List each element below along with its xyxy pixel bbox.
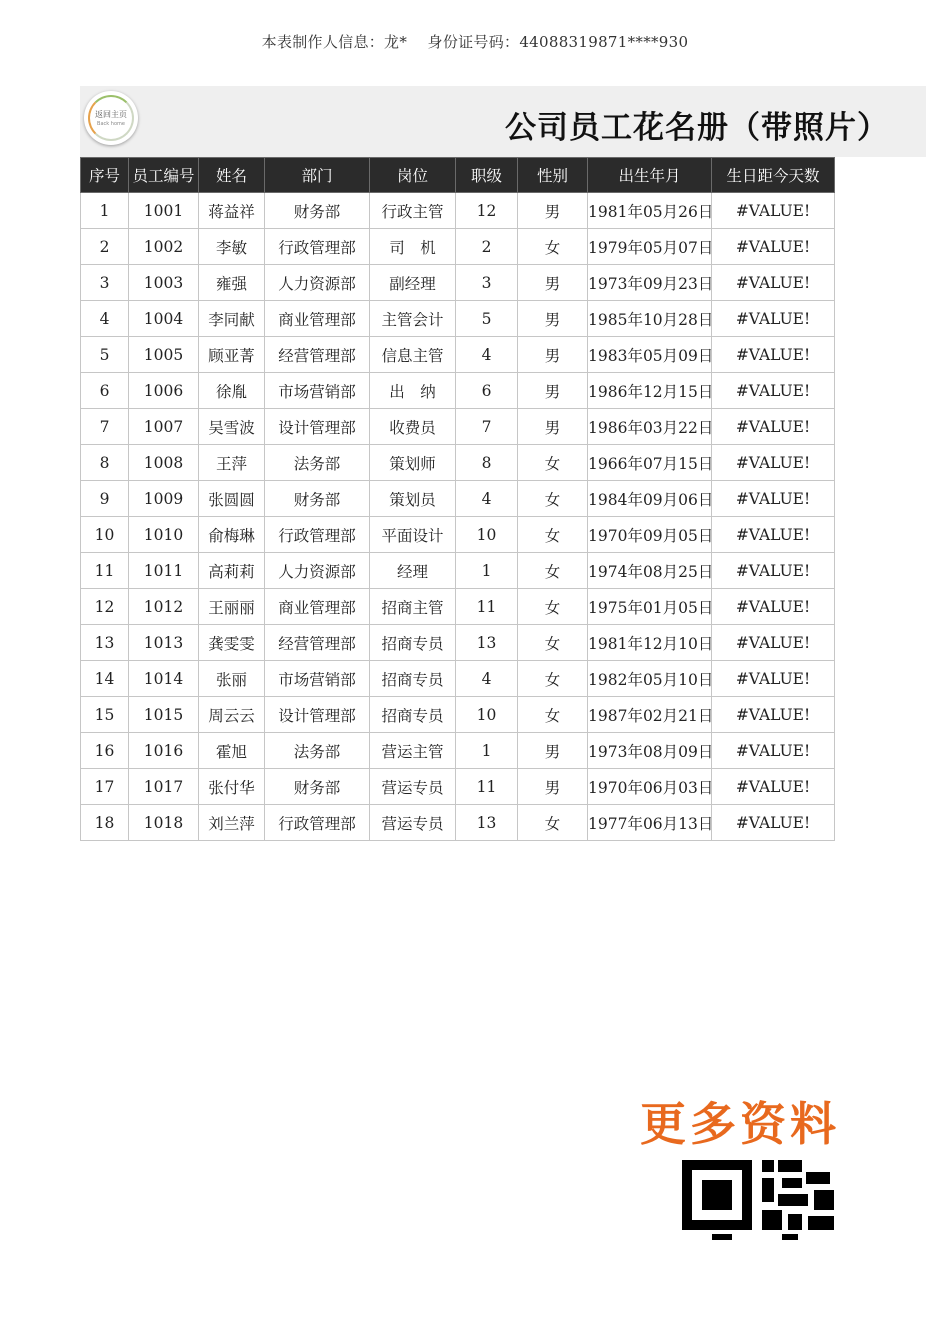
table-cell: 财务部 bbox=[265, 481, 370, 517]
table-cell: #VALUE! bbox=[712, 301, 835, 337]
table-row bbox=[81, 733, 835, 769]
table-cell: 13 bbox=[456, 625, 518, 661]
document-title: 公司员工花名册（带照片） bbox=[505, 110, 889, 146]
table-cell: 1008 bbox=[129, 445, 199, 481]
table-cell: 3 bbox=[81, 265, 129, 301]
table-cell: 1009 bbox=[129, 481, 199, 517]
table-cell: #VALUE! bbox=[712, 697, 835, 733]
table-cell: 男 bbox=[518, 409, 588, 445]
promo-text: 更多资料 bbox=[640, 1097, 840, 1151]
logo-label: 返回主页 bbox=[95, 110, 127, 119]
table-cell: 4 bbox=[456, 661, 518, 697]
table-cell: 1979年05月07日 bbox=[588, 229, 712, 265]
table-cell: 人力资源部 bbox=[265, 553, 370, 589]
table-row bbox=[81, 769, 835, 805]
table-cell: 设计管理部 bbox=[265, 697, 370, 733]
table-cell: 男 bbox=[518, 193, 588, 229]
table-cell: 司 机 bbox=[370, 229, 456, 265]
table-cell: 龚雯雯 bbox=[199, 625, 265, 661]
table-cell: 1 bbox=[81, 193, 129, 229]
header-cell: 部门 bbox=[265, 158, 370, 193]
table-cell: 蒋益祥 bbox=[199, 193, 265, 229]
table-cell: #VALUE! bbox=[712, 553, 835, 589]
table-cell: 招商专员 bbox=[370, 661, 456, 697]
table-cell: 副经理 bbox=[370, 265, 456, 301]
table-row bbox=[81, 265, 835, 301]
table-cell: 1016 bbox=[129, 733, 199, 769]
table-cell: 11 bbox=[456, 589, 518, 625]
table-cell: 1018 bbox=[129, 805, 199, 841]
table-cell: 女 bbox=[518, 589, 588, 625]
table-cell: #VALUE! bbox=[712, 661, 835, 697]
title-band bbox=[80, 86, 926, 157]
table-cell: 1970年09月05日 bbox=[588, 517, 712, 553]
table-cell: #VALUE! bbox=[712, 625, 835, 661]
creator-info: 本表制作人信息：龙* 身份证号码：44088319871****930 bbox=[261, 33, 689, 51]
table-cell: #VALUE! bbox=[712, 229, 835, 265]
table-cell: 女 bbox=[518, 553, 588, 589]
table-cell: 1003 bbox=[129, 265, 199, 301]
table-cell: 招商主管 bbox=[370, 589, 456, 625]
table-cell: 商业管理部 bbox=[265, 589, 370, 625]
table-cell: 10 bbox=[456, 697, 518, 733]
table-cell: 王丽丽 bbox=[199, 589, 265, 625]
table-row bbox=[81, 409, 835, 445]
table-cell: 1006 bbox=[129, 373, 199, 409]
table-cell: 策划师 bbox=[370, 445, 456, 481]
table-cell: 财务部 bbox=[265, 193, 370, 229]
table-cell: 6 bbox=[81, 373, 129, 409]
table-cell: 王萍 bbox=[199, 445, 265, 481]
table-cell: 2 bbox=[456, 229, 518, 265]
table-cell: 1013 bbox=[129, 625, 199, 661]
table-row bbox=[81, 589, 835, 625]
table-cell: 12 bbox=[456, 193, 518, 229]
table-cell: 收费员 bbox=[370, 409, 456, 445]
table-cell: 1981年12月10日 bbox=[588, 625, 712, 661]
table-cell: 男 bbox=[518, 373, 588, 409]
table-cell: 经理 bbox=[370, 553, 456, 589]
table-cell: 4 bbox=[456, 481, 518, 517]
table-cell: 1985年10月28日 bbox=[588, 301, 712, 337]
table-cell: 俞梅琳 bbox=[199, 517, 265, 553]
table-row bbox=[81, 193, 835, 229]
table-cell: 营运主管 bbox=[370, 733, 456, 769]
table-cell: 1012 bbox=[129, 589, 199, 625]
table-cell: 女 bbox=[518, 517, 588, 553]
table-cell: 男 bbox=[518, 769, 588, 805]
table-cell: 雍强 bbox=[199, 265, 265, 301]
table-cell: 1 bbox=[456, 733, 518, 769]
table-row bbox=[81, 625, 835, 661]
table-row bbox=[81, 517, 835, 553]
table-cell: 3 bbox=[456, 265, 518, 301]
table-row bbox=[81, 373, 835, 409]
table-cell: 市场营销部 bbox=[265, 373, 370, 409]
table-cell: 营运专员 bbox=[370, 769, 456, 805]
table-cell: 霍旭 bbox=[199, 733, 265, 769]
table-row bbox=[81, 301, 835, 337]
table-header-row bbox=[81, 158, 835, 193]
table-cell: 1015 bbox=[129, 697, 199, 733]
table-cell: 营运专员 bbox=[370, 805, 456, 841]
table-cell: 14 bbox=[81, 661, 129, 697]
table-cell: 商业管理部 bbox=[265, 301, 370, 337]
table-cell: 策划员 bbox=[370, 481, 456, 517]
table-cell: #VALUE! bbox=[712, 193, 835, 229]
table-cell: 女 bbox=[518, 661, 588, 697]
table-body bbox=[81, 193, 835, 841]
table-cell: #VALUE! bbox=[712, 805, 835, 841]
table-cell: 13 bbox=[456, 805, 518, 841]
table-cell: 1984年09月06日 bbox=[588, 481, 712, 517]
table-cell: 1975年01月05日 bbox=[588, 589, 712, 625]
header-cell: 生日距今天数 bbox=[712, 158, 835, 193]
table-cell: 人力资源部 bbox=[265, 265, 370, 301]
table-cell: 李敏 bbox=[199, 229, 265, 265]
logo-sublabel: Back home bbox=[97, 121, 125, 127]
table-cell: 4 bbox=[81, 301, 129, 337]
table-cell: 5 bbox=[81, 337, 129, 373]
header-cell: 姓名 bbox=[199, 158, 265, 193]
table-cell: 1005 bbox=[129, 337, 199, 373]
table-cell: 1974年08月25日 bbox=[588, 553, 712, 589]
table-cell: #VALUE! bbox=[712, 265, 835, 301]
table-cell: 行政管理部 bbox=[265, 805, 370, 841]
table-cell: 16 bbox=[81, 733, 129, 769]
table-cell: 顾亚菁 bbox=[199, 337, 265, 373]
table-cell: 张丽 bbox=[199, 661, 265, 697]
table-cell: 6 bbox=[456, 373, 518, 409]
header-cell: 岗位 bbox=[370, 158, 456, 193]
header-cell: 员工编号 bbox=[129, 158, 199, 193]
table-cell: 1981年05月26日 bbox=[588, 193, 712, 229]
table-cell: #VALUE! bbox=[712, 445, 835, 481]
table-cell: 7 bbox=[456, 409, 518, 445]
table-cell: 11 bbox=[81, 553, 129, 589]
table-cell: #VALUE! bbox=[712, 733, 835, 769]
table-cell: 1 bbox=[456, 553, 518, 589]
table-cell: 1973年08月09日 bbox=[588, 733, 712, 769]
table-cell: 11 bbox=[456, 769, 518, 805]
table-cell: 张付华 bbox=[199, 769, 265, 805]
table-cell: 李同献 bbox=[199, 301, 265, 337]
table-cell: #VALUE! bbox=[712, 517, 835, 553]
table-cell: 1002 bbox=[129, 229, 199, 265]
table-cell: 法务部 bbox=[265, 445, 370, 481]
table-cell: 10 bbox=[81, 517, 129, 553]
table-cell: 设计管理部 bbox=[265, 409, 370, 445]
table-cell: 行政管理部 bbox=[265, 229, 370, 265]
qr-code-icon[interactable] bbox=[682, 1160, 842, 1240]
table-cell: 1986年12月15日 bbox=[588, 373, 712, 409]
table-cell: 1011 bbox=[129, 553, 199, 589]
table-cell: 周云云 bbox=[199, 697, 265, 733]
table-cell: 1983年05月09日 bbox=[588, 337, 712, 373]
table-cell: 男 bbox=[518, 265, 588, 301]
table-cell: 12 bbox=[81, 589, 129, 625]
table-cell: 刘兰萍 bbox=[199, 805, 265, 841]
table-cell: 8 bbox=[81, 445, 129, 481]
table-cell: 8 bbox=[456, 445, 518, 481]
table-cell: #VALUE! bbox=[712, 337, 835, 373]
table-cell: 经营管理部 bbox=[265, 337, 370, 373]
table-cell: 1987年02月21日 bbox=[588, 697, 712, 733]
table-cell: 主管会计 bbox=[370, 301, 456, 337]
table-row bbox=[81, 229, 835, 265]
table-cell: 张圆圆 bbox=[199, 481, 265, 517]
table-cell: 1973年09月23日 bbox=[588, 265, 712, 301]
table-cell: 出 纳 bbox=[370, 373, 456, 409]
header-cell: 职级 bbox=[456, 158, 518, 193]
table-cell: 信息主管 bbox=[370, 337, 456, 373]
table-cell: #VALUE! bbox=[712, 769, 835, 805]
table-cell: 4 bbox=[456, 337, 518, 373]
table-cell: 5 bbox=[456, 301, 518, 337]
table-cell: 1982年05月10日 bbox=[588, 661, 712, 697]
table-cell: 男 bbox=[518, 337, 588, 373]
table-cell: #VALUE! bbox=[712, 409, 835, 445]
table-cell: 1014 bbox=[129, 661, 199, 697]
table-cell: 1001 bbox=[129, 193, 199, 229]
table-row bbox=[81, 661, 835, 697]
table-row bbox=[81, 337, 835, 373]
table-row bbox=[81, 481, 835, 517]
table-cell: 女 bbox=[518, 805, 588, 841]
table-cell: #VALUE! bbox=[712, 373, 835, 409]
header-cell: 性别 bbox=[518, 158, 588, 193]
table-cell: 法务部 bbox=[265, 733, 370, 769]
table-cell: 13 bbox=[81, 625, 129, 661]
table-cell: 1004 bbox=[129, 301, 199, 337]
table-cell: 高莉莉 bbox=[199, 553, 265, 589]
table-cell: 1970年06月03日 bbox=[588, 769, 712, 805]
table-cell: 市场营销部 bbox=[265, 661, 370, 697]
table-cell: #VALUE! bbox=[712, 481, 835, 517]
table-cell: 招商专员 bbox=[370, 625, 456, 661]
table-cell: 男 bbox=[518, 733, 588, 769]
table-cell: 9 bbox=[81, 481, 129, 517]
table-row bbox=[81, 805, 835, 841]
table-cell: 1986年03月22日 bbox=[588, 409, 712, 445]
table-cell: 15 bbox=[81, 697, 129, 733]
table-cell: 7 bbox=[81, 409, 129, 445]
table-cell: 1007 bbox=[129, 409, 199, 445]
promo-area bbox=[630, 1080, 840, 1240]
table-cell: 徐胤 bbox=[199, 373, 265, 409]
employee-roster-table bbox=[80, 157, 835, 841]
table-cell: 女 bbox=[518, 697, 588, 733]
table-cell: 男 bbox=[518, 301, 588, 337]
header-cell: 序号 bbox=[81, 158, 129, 193]
table-cell: 行政主管 bbox=[370, 193, 456, 229]
table-row bbox=[81, 445, 835, 481]
title-clip bbox=[80, 86, 889, 157]
table-cell: 财务部 bbox=[265, 769, 370, 805]
table-cell: 1966年07月15日 bbox=[588, 445, 712, 481]
table-cell: 女 bbox=[518, 481, 588, 517]
table-cell: 女 bbox=[518, 229, 588, 265]
table-cell: 1010 bbox=[129, 517, 199, 553]
table-cell: 女 bbox=[518, 625, 588, 661]
table-cell: 1017 bbox=[129, 769, 199, 805]
table-cell: 1977年06月13日 bbox=[588, 805, 712, 841]
table-cell: 平面设计 bbox=[370, 517, 456, 553]
table-cell: 经营管理部 bbox=[265, 625, 370, 661]
table-cell: 2 bbox=[81, 229, 129, 265]
table-cell: 18 bbox=[81, 805, 129, 841]
table-cell: 17 bbox=[81, 769, 129, 805]
table-row bbox=[81, 697, 835, 733]
table-cell: 女 bbox=[518, 445, 588, 481]
header-cell: 出生年月 bbox=[588, 158, 712, 193]
table-cell: 吴雪波 bbox=[199, 409, 265, 445]
table-cell: 招商专员 bbox=[370, 697, 456, 733]
table-cell: 10 bbox=[456, 517, 518, 553]
table-row bbox=[81, 553, 835, 589]
table-cell: 行政管理部 bbox=[265, 517, 370, 553]
table-cell: #VALUE! bbox=[712, 589, 835, 625]
